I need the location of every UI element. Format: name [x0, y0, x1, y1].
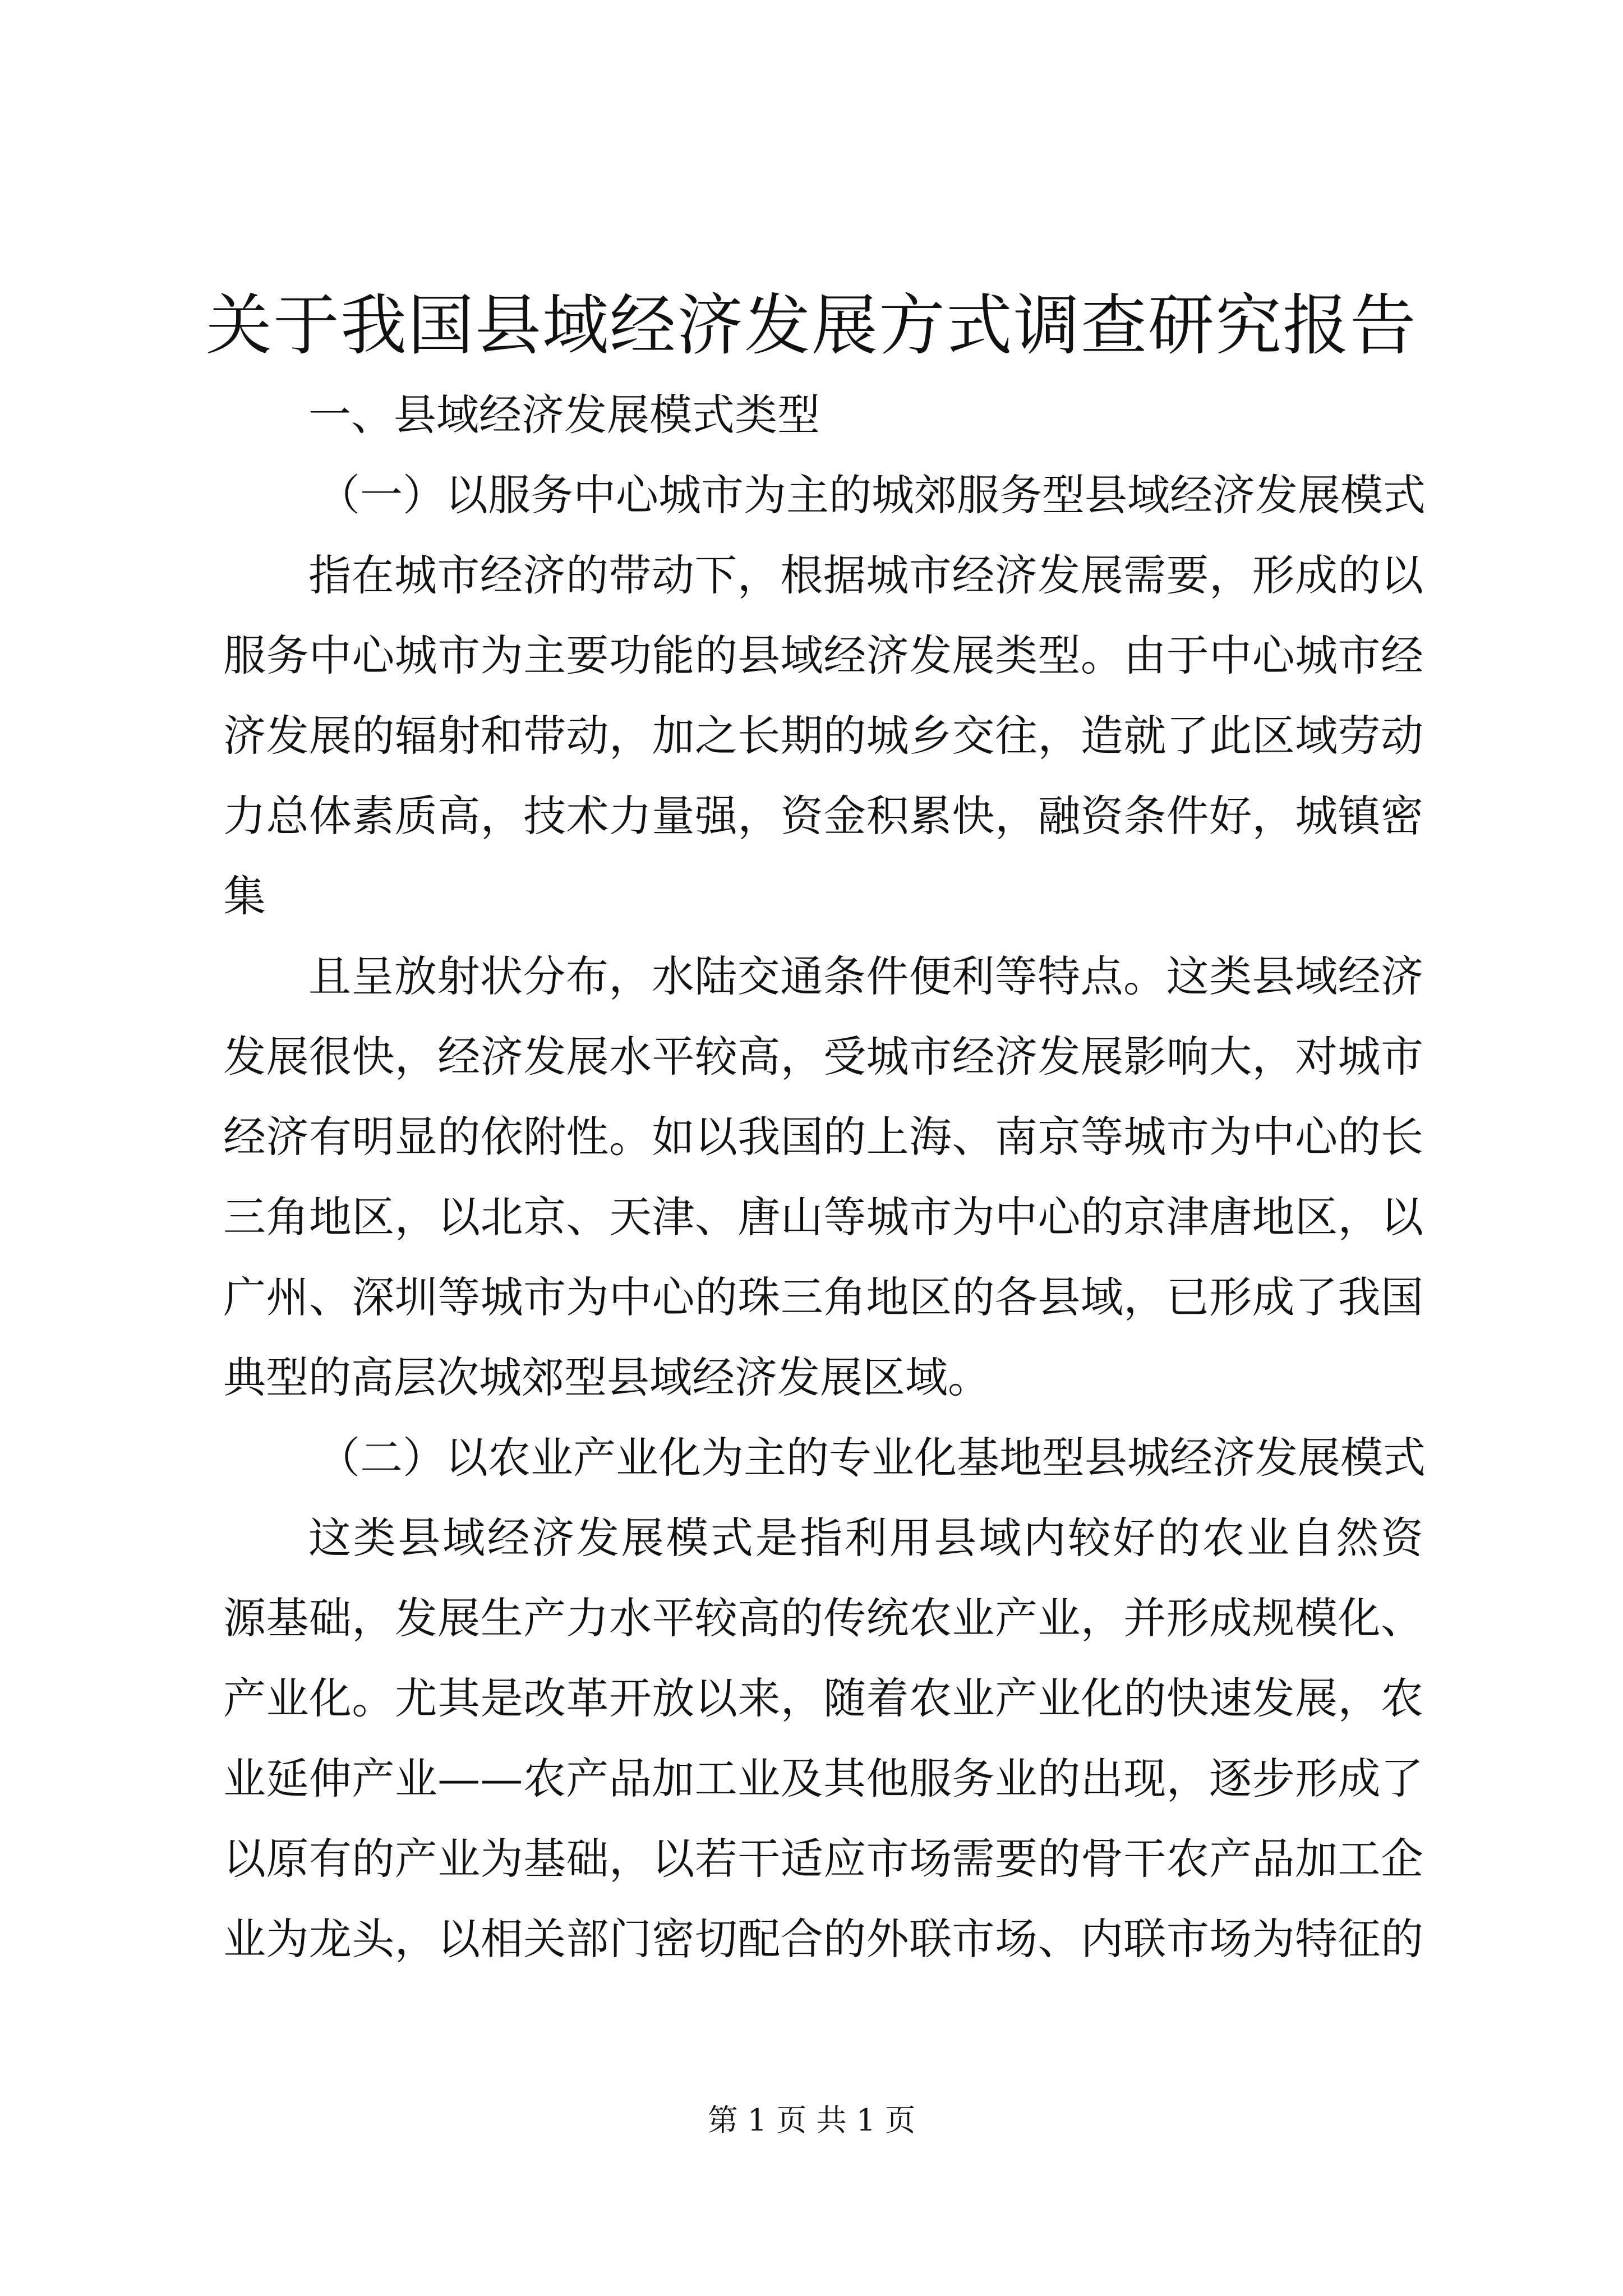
paragraph-line: 业为龙头，以相关部门密切配合的外联市场、内联市场为特征的	[223, 1914, 1423, 1964]
document-body	[223, 375, 1426, 1979]
paragraph-line: 集	[223, 871, 266, 921]
paragraph-line: 源基础，发展生产力水平较高的传统农业产业，并形成规模化、	[223, 1593, 1423, 1643]
paragraph-line: 服务中心城市为主要功能的县域经济发展类型。由于中心城市经	[223, 631, 1423, 680]
paragraph-line: 力总体素质高，技术力量强，资金积累快，融资条件好，城镇密	[223, 791, 1423, 841]
paragraph-line: 典型的高层次城郊型县域经济发展区域。	[223, 1352, 990, 1402]
paragraph-line: 济发展的辐射和带动，加之长期的城乡交往，造就了此区域劳动	[223, 711, 1423, 761]
paragraph-line: 发展很快，经济发展水平较高，受城市经济发展影响大，对城市	[223, 1032, 1423, 1082]
paragraph-line: 且呈放射状分布，水陆交通条件便利等特点。这类县域经济	[308, 951, 1423, 1001]
paragraph-line: 业延伸产业——农产品加工业及其他服务业的出现，逐步形成了	[223, 1754, 1423, 1803]
page-footer: 第 1 页 共 1 页	[707, 2102, 916, 2138]
paragraph-line: 指在城市经济的带动下，根据城市经济发展需要，形成的以	[308, 550, 1423, 600]
subsection-heading: （二）以农业产业化为主的专业化基地型县城经济发展模式	[317, 1433, 1426, 1483]
paragraph-line: 广州、深圳等城市为中心的珠三角地区的各县域，已形成了我国	[223, 1272, 1423, 1322]
document-title: 关于我国县域经济发展方式调查研究报告	[205, 287, 1417, 364]
paragraph-line: 产业化。尤其是改革开放以来，随着农业产业化的快速发展，农	[223, 1673, 1423, 1723]
paragraph-line: 三角地区，以北京、天津、唐山等城市为中心的京津唐地区，以	[223, 1192, 1423, 1242]
section-heading: 一、县域经济发展模式类型	[308, 390, 820, 440]
paragraph-line: 这类县域经济发展模式是指利用县域内较好的农业自然资	[308, 1513, 1423, 1563]
paragraph-line: 经济有明显的依附性。如以我国的上海、南京等城市为中心的长	[223, 1112, 1423, 1162]
subsection-heading: （一）以服务中心城市为主的城郊服务型县域经济发展模式	[317, 470, 1426, 520]
paragraph-line: 以原有的产业为基础，以若干适应市场需要的骨干农产品加工企	[223, 1834, 1423, 1884]
